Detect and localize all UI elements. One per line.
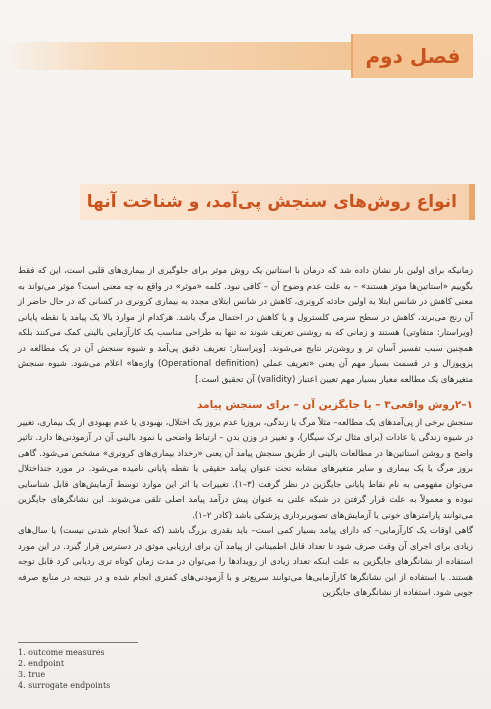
chapter-band [0,42,353,70]
chapter-box [351,34,473,78]
paragraph-1: زمانیکه برای اولین بار نشان داده شد که درمان با استاتین یک روش موثر برای جلوگیری از بیماری‌های قلبی است، این که فقط بگوییم «استاتین‌ها موثر هستند» – به علت عدم وضوح آن – کافی نبود. کلمه «موثر» در واقع به چه معنی است؟ موثر می‌تواند به معنی کاهش در شانس ابتلا به اولین حادثه کرونری، کاهش در شانس ابتلای مجدد به بیماری کرونری در کسانی که در حال حاضر از آن رنج می‌برند، کاهش در سطح سرمی کلسترول و یا کاهش در احتمال مرگ باشد. هرکدام از موارد بالا یک پیامد یا نقطه پایانی (ویراستار: متفاوتی) هستند و زمانی که به روشنی تعریف شوند نه تنها به طراحی مناسب یک کارآزمایی بالینی کمک می‌کنند بلکه همچنین سبب تفسیر آسان تر و روشن‌تر نتایج می‌شوند. [ویراستار: تعریف دقیق پی‌آمد و شیوه سنجش آن در یک مطالعه در پروپوزال و در قسمت بسیار مهم آن یعنی «تعریف عملی (Operational definition) واژه‌ها» اعلام می‌شود. شیوه سنجش متغیرهای یک مطالعه معیار بسیار مهم تعیین اعتبار (validity) آن تحقیق است.] [18,266,473,385]
paragraph-2: سنجش برخی از پی‌آمدهای یک مطالعه– مثلاً مرگ یا زندگی، بروزیا عدم بروز یک اختلال، بهبودی یا عدم بهبودی از یک بیماری، تغییر در شیوه زندگی یا عادات (برای مثال ترک سیگار)، و تغییر در وزن بدن – ارتباط واضحی با نمود بالینی آن در آزمودنی‌ها دارد. تاثیر واضح و روشن استاتین‌ها در مطالعات بالینی از طریق سنجش پیامد آن یعنی «رخداد بیماری‌های کرونری» مشخص می‌شود. گاهی بروز مرگ یا یک بیماری و سایر متغیرهای مشابه تحت عنوان پیامد حقیقی یا نقطه پایانی نامیده می‌شود. در مورد جنداختلال می‌توان مفهومی به نام نقاط پایانی جایگزین در نظر گرفت (۳–۱). تغییرات یا اثر این موارد توسط آزمایش‌های قابل شناسایی نبوده و معمولاً به علت قرار گرفتن در شبکه علتی به عنوان پیش درآمد پیامد اصلی تلقی می‌شوند. این نشانگرهای جایگزین می‌توانند پارامترهای خونی یا آزمایش‌های تصویربرداری پزشکی باشد (کادر ۲–۱). [18,417,473,521]
section-title: انواع روش‌های سنجش پی‌آمد، و شناخت آنها [86,192,457,212]
footnote-item: 4. surrogate endpoints [18,681,111,690]
footnote-rule [18,642,138,643]
footnote-item: 1. outcome measures [18,648,105,657]
footnote-item: 3. true [18,670,46,679]
body-text [18,264,473,602]
footnote-item: 2. endpoint [18,659,65,668]
chapter-banner [0,34,473,78]
subheading: ۱–۲روش واقعی۳ – یا جایگزین آن – برای سنجش پیامد [197,399,473,411]
chapter-title: فصل دوم [365,44,461,68]
footnotes [18,642,473,691]
paragraph-3: گاهی اوقات یک کارآزمایی– که دارای پیامد بسیار کمی است– باید بقدری بزرگ باشد (که عملاً انجام شدنی نیست) یا سال‌های زیادی برای اجرای آن وقت صرف شود تا تعداد قابل اطمینانی از پیامد آن برای ارزیابی موثق در دسترس قرار گیرد. در این مورد استفاده از نشانگرهای جایگزین به علت اینکه تعداد زیادی از رویدادها را می‌توان در مدت زمان کوتاه تری ردیابی کرد قابل توجه هستند. با استفاده از این نشانگرها کارآزمایی‌ها می‌توانند سریع‌تر و با آزمودنی‌های کمتری انجام شده و در نتیجه در منابع صرفه جویی شود. استفاده از نشانگرهای جایگزین [18,526,473,598]
section-title-box [80,184,475,220]
section-title-wrap [16,184,475,220]
